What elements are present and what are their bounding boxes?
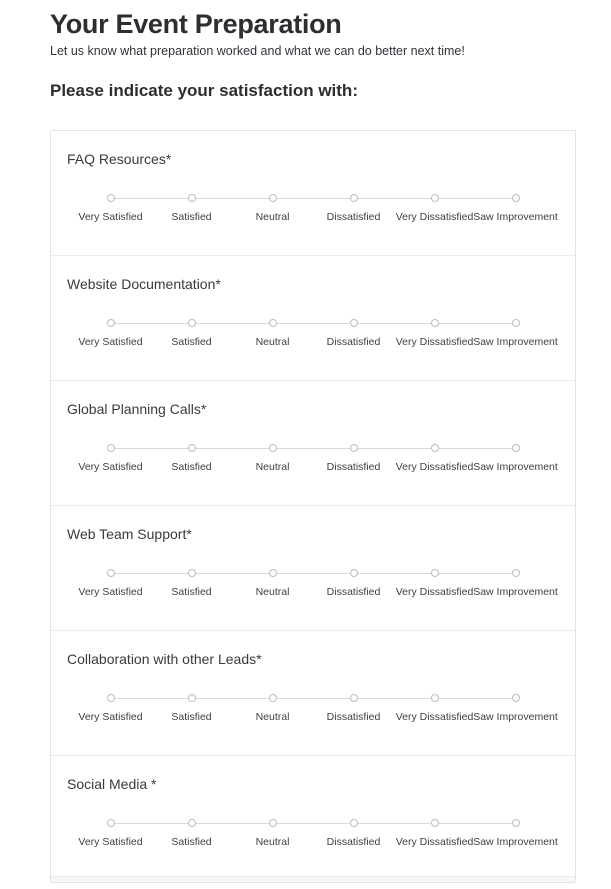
radio-circle-icon[interactable] xyxy=(431,694,439,702)
rating-scale xyxy=(51,319,575,353)
rating-option[interactable] xyxy=(151,444,232,473)
rating-option-label: Very Satisfied xyxy=(78,711,143,724)
rating-option[interactable] xyxy=(475,694,556,723)
question-block xyxy=(51,756,575,877)
question-block xyxy=(51,506,575,631)
rating-option-label: Satisfied xyxy=(171,461,212,474)
radio-circle-icon[interactable] xyxy=(512,194,520,202)
rating-option-label: Saw Improvement xyxy=(473,211,558,224)
rating-option-label: Neutral xyxy=(255,461,290,474)
rating-option[interactable] xyxy=(232,694,313,723)
rating-option[interactable] xyxy=(70,569,151,598)
question-list xyxy=(51,131,575,877)
rating-option-label: Neutral xyxy=(255,711,290,724)
rating-option[interactable] xyxy=(151,569,232,598)
rating-options-row xyxy=(70,194,556,223)
rating-option[interactable] xyxy=(313,444,394,473)
radio-circle-icon[interactable] xyxy=(269,444,277,452)
radio-circle-icon[interactable] xyxy=(431,319,439,327)
rating-option[interactable] xyxy=(232,819,313,848)
rating-option[interactable] xyxy=(313,819,394,848)
rating-option[interactable] xyxy=(475,444,556,473)
radio-circle-icon[interactable] xyxy=(188,319,196,327)
rating-option[interactable] xyxy=(151,694,232,723)
survey-page xyxy=(0,8,611,883)
rating-option-label: Very Dissatisfied xyxy=(395,711,474,724)
radio-circle-icon[interactable] xyxy=(188,194,196,202)
radio-circle-icon[interactable] xyxy=(512,319,520,327)
rating-option[interactable] xyxy=(394,819,475,848)
rating-scale xyxy=(51,819,575,853)
rating-option[interactable] xyxy=(70,194,151,223)
radio-circle-icon[interactable] xyxy=(188,819,196,827)
rating-option-label: Dissatisfied xyxy=(326,211,381,224)
radio-circle-icon[interactable] xyxy=(431,819,439,827)
radio-circle-icon[interactable] xyxy=(350,694,358,702)
rating-option-label: Very Dissatisfied xyxy=(395,336,474,349)
radio-circle-icon[interactable] xyxy=(512,444,520,452)
radio-circle-icon[interactable] xyxy=(431,569,439,577)
radio-circle-icon[interactable] xyxy=(269,694,277,702)
rating-option[interactable] xyxy=(232,194,313,223)
rating-option-label: Dissatisfied xyxy=(326,836,381,849)
rating-option-label: Very Satisfied xyxy=(78,586,143,599)
rating-option-label: Very Dissatisfied xyxy=(395,586,474,599)
radio-circle-icon[interactable] xyxy=(512,569,520,577)
question-block xyxy=(51,256,575,381)
rating-options-row xyxy=(70,819,556,848)
rating-option-label: Saw Improvement xyxy=(473,711,558,724)
section-heading: Please indicate your satisfaction with: xyxy=(50,80,358,100)
rating-option-label: Dissatisfied xyxy=(326,461,381,474)
radio-circle-icon[interactable] xyxy=(512,819,520,827)
radio-circle-icon[interactable] xyxy=(107,194,115,202)
question-block xyxy=(51,381,575,506)
radio-circle-icon[interactable] xyxy=(107,819,115,827)
rating-option-label: Very Satisfied xyxy=(78,461,143,474)
rating-option-label: Neutral xyxy=(255,336,290,349)
question-label: Social Media * xyxy=(67,776,157,793)
rating-option-label: Satisfied xyxy=(171,336,212,349)
rating-option-label: Very Dissatisfied xyxy=(395,211,474,224)
radio-circle-icon[interactable] xyxy=(188,569,196,577)
rating-option[interactable] xyxy=(394,319,475,348)
rating-option[interactable] xyxy=(313,319,394,348)
rating-option-label: Very Satisfied xyxy=(78,336,143,349)
rating-option-label: Satisfied xyxy=(171,586,212,599)
rating-option-label: Neutral xyxy=(255,836,290,849)
rating-option-label: Dissatisfied xyxy=(326,711,381,724)
rating-option-label: Very Dissatisfied xyxy=(395,461,474,474)
radio-circle-icon[interactable] xyxy=(269,319,277,327)
rating-option[interactable] xyxy=(475,194,556,223)
radio-circle-icon[interactable] xyxy=(269,569,277,577)
rating-options-row xyxy=(70,444,556,473)
question-label: Collaboration with other Leads* xyxy=(67,651,262,668)
radio-circle-icon[interactable] xyxy=(350,819,358,827)
question-label: FAQ Resources* xyxy=(67,151,172,168)
rating-option[interactable] xyxy=(151,819,232,848)
rating-option-label: Very Dissatisfied xyxy=(395,836,474,849)
radio-circle-icon[interactable] xyxy=(188,444,196,452)
rating-option[interactable] xyxy=(475,569,556,598)
rating-option[interactable] xyxy=(394,194,475,223)
rating-options-row xyxy=(70,694,556,723)
rating-option[interactable] xyxy=(70,819,151,848)
rating-option[interactable] xyxy=(70,694,151,723)
rating-option[interactable] xyxy=(394,444,475,473)
radio-circle-icon[interactable] xyxy=(431,194,439,202)
rating-options-row xyxy=(70,569,556,598)
rating-option[interactable] xyxy=(232,569,313,598)
rating-option-label: Saw Improvement xyxy=(473,836,558,849)
rating-option[interactable] xyxy=(70,444,151,473)
survey-card xyxy=(50,130,576,883)
question-block xyxy=(51,631,575,756)
rating-option[interactable] xyxy=(151,194,232,223)
rating-option[interactable] xyxy=(475,319,556,348)
rating-scale xyxy=(51,444,575,478)
radio-circle-icon[interactable] xyxy=(269,194,277,202)
rating-option-label: Saw Improvement xyxy=(473,586,558,599)
rating-option-label: Satisfied xyxy=(171,711,212,724)
question-label: Website Documentation* xyxy=(67,276,221,293)
rating-option[interactable] xyxy=(394,569,475,598)
radio-circle-icon[interactable] xyxy=(107,319,115,327)
rating-option-label: Dissatisfied xyxy=(326,336,381,349)
radio-circle-icon[interactable] xyxy=(350,194,358,202)
question-block xyxy=(51,131,575,256)
rating-option-label: Dissatisfied xyxy=(326,586,381,599)
radio-circle-icon[interactable] xyxy=(350,319,358,327)
rating-scale xyxy=(51,194,575,228)
rating-options-row xyxy=(70,319,556,348)
radio-circle-icon[interactable] xyxy=(512,694,520,702)
radio-circle-icon[interactable] xyxy=(107,694,115,702)
rating-option[interactable] xyxy=(151,319,232,348)
radio-circle-icon[interactable] xyxy=(269,819,277,827)
question-label: Global Planning Calls* xyxy=(67,401,207,418)
rating-option-label: Very Satisfied xyxy=(78,836,143,849)
rating-option-label: Neutral xyxy=(255,586,290,599)
page-subtitle: Let us know what preparation worked and what we can do better next time! xyxy=(50,44,465,59)
rating-option[interactable] xyxy=(70,319,151,348)
rating-option-label: Saw Improvement xyxy=(473,336,558,349)
rating-option-label: Saw Improvement xyxy=(473,461,558,474)
radio-circle-icon[interactable] xyxy=(350,444,358,452)
rating-option[interactable] xyxy=(232,444,313,473)
radio-circle-icon[interactable] xyxy=(350,569,358,577)
rating-option-label: Satisfied xyxy=(171,836,212,849)
radio-circle-icon[interactable] xyxy=(188,694,196,702)
rating-option[interactable] xyxy=(313,569,394,598)
next-section-partial xyxy=(51,877,575,882)
page-title: Your Event Preparation xyxy=(50,9,342,39)
rating-option[interactable] xyxy=(313,694,394,723)
rating-option-label: Neutral xyxy=(255,211,290,224)
radio-circle-icon[interactable] xyxy=(107,444,115,452)
rating-scale xyxy=(51,694,575,728)
rating-scale xyxy=(51,569,575,603)
radio-circle-icon[interactable] xyxy=(431,444,439,452)
radio-circle-icon[interactable] xyxy=(107,569,115,577)
rating-option-label: Very Satisfied xyxy=(78,211,143,224)
rating-option[interactable] xyxy=(232,319,313,348)
question-label: Web Team Support* xyxy=(67,526,192,543)
rating-option[interactable] xyxy=(313,194,394,223)
rating-option[interactable] xyxy=(475,819,556,848)
rating-option-label: Satisfied xyxy=(171,211,212,224)
rating-option[interactable] xyxy=(394,694,475,723)
